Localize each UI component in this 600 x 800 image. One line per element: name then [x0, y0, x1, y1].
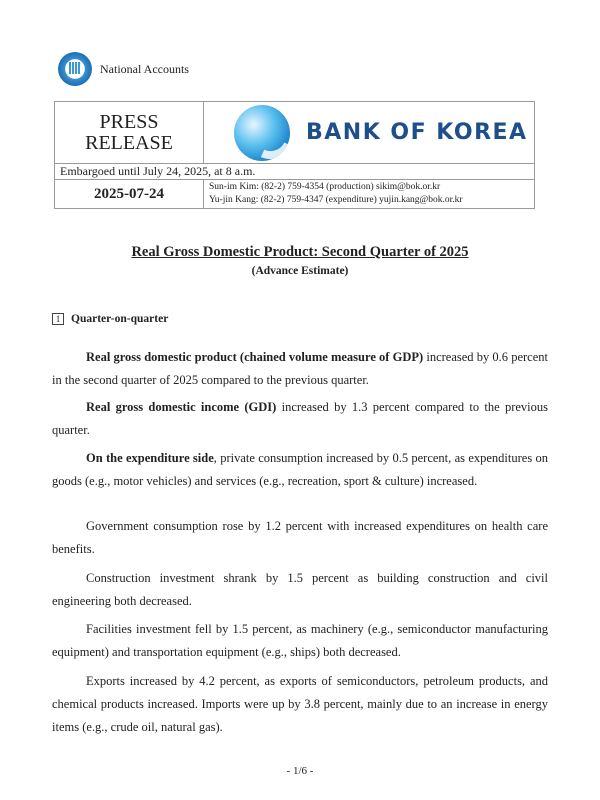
section-title: Quarter-on-quarter: [71, 313, 169, 325]
bank-logo: [204, 102, 535, 164]
bank-logo-text: BANK OF KOREA: [306, 120, 528, 145]
masthead-table: [54, 101, 535, 209]
paragraph: On the expenditure side, private consumption increased by 0.5 percent, as expenditures on goods (e.g., motor vehicles) and services (e.g., recreation, sport & culture) increased.: [52, 451, 548, 488]
section-heading: [52, 313, 168, 325]
page-number: - 1/6 -: [286, 765, 314, 777]
paragraph: Facilities investment fell by 1.5 percent, as machinery (e.g., semiconductor manufacturing equipment) and transportation equipment (e.g., ships) both decreased.: [52, 622, 548, 659]
document-title: Real Gross Domestic Product: Second Quarter of 2025: [131, 244, 469, 260]
contacts: [204, 180, 535, 209]
paragraph: Construction investment shrank by 1.5 percent as building construction and civil engineering both decreased.: [52, 571, 548, 608]
paragraph: Real gross domestic income (GDI) increased by 1.3 percent compared to the previous quarter.: [52, 400, 549, 437]
paragraph: Real gross domestic product (chained volume measure of GDP) increased by 0.6 percent in the second quarter of 2025 compared to the previous quarter.: [52, 350, 548, 387]
paragraph: Exports increased by 4.2 percent, as exports of semiconductors, petroleum products, and chemical products increased. Imports were up by 3.8 percent, mainly due to an increase in energy items (e.g., crude oil, natural gas).: [52, 674, 548, 734]
category-label: National Accounts: [100, 61, 189, 76]
contact-line: Sun-im Kim: (82-2) 759-4354 (production) sikim@bok.or.kr: [209, 182, 441, 192]
national-accounts-seal-icon: [58, 52, 92, 86]
page-header: [58, 52, 189, 86]
section-number: 1: [52, 313, 64, 325]
press-release-label: PRESS RELEASE: [55, 102, 204, 164]
embargo-notice: Embargoed until July 24, 2025, at 8 a.m.: [55, 164, 535, 180]
bok-emblem-icon: [234, 105, 290, 161]
document-subtitle: (Advance Estimate): [251, 265, 349, 277]
release-date: 2025-07-24: [55, 180, 204, 209]
contact-line: Yu-jin Kang: (82-2) 759-4347 (expenditure) yujin.kang@bok.or.kr: [209, 195, 463, 205]
paragraph: Government consumption rose by 1.2 percent with increased expenditures on health care benefits.: [52, 519, 548, 556]
